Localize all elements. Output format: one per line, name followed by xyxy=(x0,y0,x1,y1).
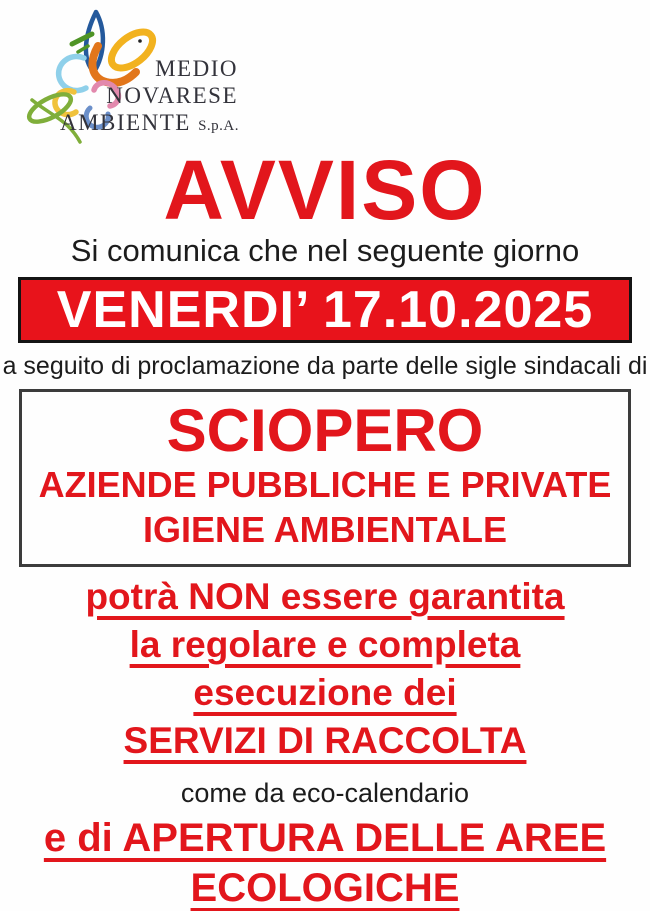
warning-line: la regolare e completa xyxy=(129,624,521,665)
notice-title: AVVISO xyxy=(163,143,487,237)
date-banner-text: VENERDI’ 17.10.2025 xyxy=(56,281,594,339)
strike-box xyxy=(19,389,631,567)
areas-line: ECOLOGICHE xyxy=(190,866,460,910)
strike-box-line3: IGIENE AMBIENTALE xyxy=(142,509,507,550)
strike-box-title: SCIOPERO xyxy=(166,397,484,464)
warning-line: esecuzione dei xyxy=(193,672,457,713)
proclamation-text: a seguito di proclamazione da parte delle sigle sindacali di xyxy=(2,352,648,380)
notice-intro: Si comunica che nel seguente giorno xyxy=(70,233,580,268)
company-logo xyxy=(0,0,650,152)
eco-calendar-note: come da eco-calendario xyxy=(180,778,470,808)
company-name-line3: AMBIENTE S.p.A. xyxy=(60,110,240,135)
company-name xyxy=(60,55,238,140)
warning-line: SERVIZI DI RACCOLTA xyxy=(123,720,527,761)
service-warning xyxy=(0,573,650,765)
areas-line: e di APERTURA DELLE AREE xyxy=(43,816,607,860)
ecological-areas-warning xyxy=(0,813,650,911)
strike-box-line2: AZIENDE PUBBLICHE E PRIVATE xyxy=(38,464,612,505)
date-banner xyxy=(18,277,632,343)
company-suffix: S.p.A. xyxy=(198,118,240,134)
warning-line: potrà NON essere garantita xyxy=(85,576,565,617)
company-name-line1: MEDIO xyxy=(155,56,238,81)
company-name-line2: NOVARESE xyxy=(106,83,238,108)
